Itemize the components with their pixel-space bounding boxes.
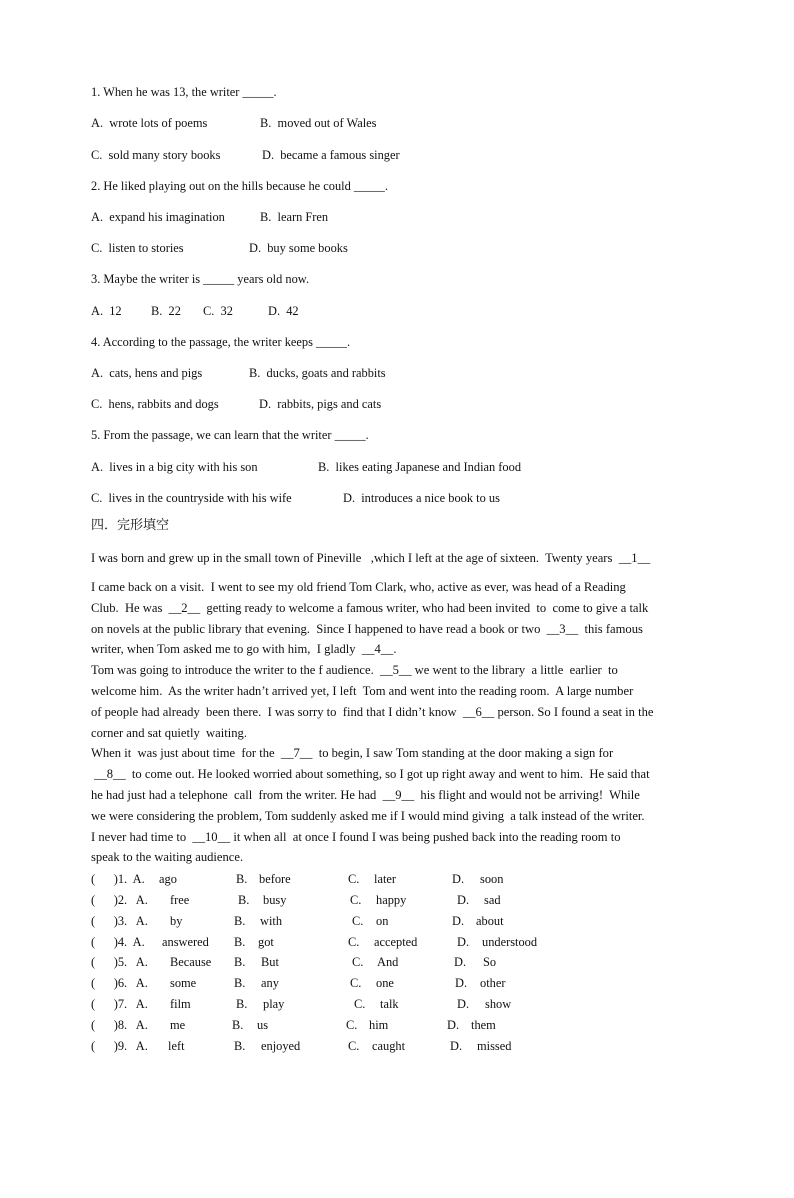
passage-line: I came back on a visit. I went to see my old friend Tom Clark, who, active as ever, was head of a Reading [91,580,626,594]
question-2-option-d: D. buy some books [249,241,348,255]
answer-row-number: ( )3. A. [91,914,148,928]
answer-row-number: ( )2. A. [91,893,148,907]
answer-option-d-letter: D. [457,997,470,1011]
question-5-option-a: A. lives in a big city with his son [91,460,258,474]
answer-option-d: soon [480,872,504,886]
question-4-stem: 4. According to the passage, the writer keeps _____. [91,335,351,349]
answer-option-c-letter: C. [350,893,362,907]
answer-option-a: by [170,914,183,928]
question-2-option-b: B. learn Fren [260,210,329,224]
question-5-stem: 5. From the passage, we can learn that the writer _____. [91,428,369,442]
answer-option-c: one [376,976,394,990]
answer-option-d: other [480,976,506,990]
answer-option-c-letter: C. [346,1018,358,1032]
answer-row-number: ( )1. A. [91,872,145,886]
answer-option-b: enjoyed [261,1039,301,1053]
answer-option-d-letter: D. [457,893,470,907]
answer-option-b: any [261,976,279,990]
answer-row [91,1017,496,1033]
passage-line: he had just had a telephone call from the writer. He had __9__ his flight and would not be arriving! While [91,787,640,802]
answer-option-a: some [170,976,197,990]
answer-option-d: show [485,997,512,1011]
question-2-stem: 2. He liked playing out on the hills because he could _____. [91,179,388,193]
answer-row-number: ( )4. A. [91,935,145,949]
passage-line: Tom was going to introduce the writer to the f audience. __5__ we went to the library a little earlier to [91,663,618,678]
answer-option-c-letter: C. [348,935,360,949]
answer-option-c-letter: C. [354,997,366,1011]
answer-row [91,954,497,970]
answer-option-a: answered [162,935,209,949]
answer-option-b-letter: B. [234,914,246,928]
answer-option-d: missed [477,1039,512,1053]
passage-line: I never had time to __10__ it when all at once I found I was being pushed back into the reading room to [91,829,621,844]
answer-row-number: ( )5. A. [91,955,148,969]
answer-option-d-letter: D. [450,1039,463,1053]
passage-line: corner and sat quietly waiting. [91,725,247,740]
passage-line: When it was just about time for the __7__ to begin, I saw Tom standing at the door making a sign for [91,746,614,761]
answer-option-d-letter: D. [454,955,467,969]
answer-option-c-letter: C. [348,1039,360,1053]
answer-option-d: about [476,914,504,928]
answer-option-c: happy [376,893,407,907]
answer-option-d: So [483,955,497,969]
passage-line: Club. He was __2__ getting ready to welcome a famous writer, who had been invited to come to give a talk [91,600,649,615]
question-1-stem: 1. When he was 13, the writer _____. [91,85,277,99]
question-4-option-a: A. cats, hens and pigs [91,366,203,380]
question-1-option-b: B. moved out of Wales [260,116,377,130]
answer-option-a: ago [159,872,177,886]
question-4-option-b: B. ducks, goats and rabbits [249,366,386,380]
passage-line-1: I was born and grew up in the small town of Pineville ,which I left at the age of sixteen. Twenty years __1__ [91,551,651,565]
question-3-option-a: A. 12 [91,304,122,318]
answer-option-c: later [374,872,397,886]
answer-option-d: understood [482,935,538,949]
answer-option-b-letter: B. [238,893,250,907]
question-5-option-b: B. likes eating Japanese and Indian food [318,460,522,474]
passage-line: writer, when Tom asked me to go with him, I gladly __4__. [91,642,397,657]
answer-option-a: film [170,997,191,1011]
question-5-option-d: D. introduces a nice book to us [343,491,500,505]
answer-option-b-letter: B. [236,872,248,886]
question-4-option-c: C. hens, rabbits and dogs [91,397,219,411]
answer-option-b-letter: B. [234,955,246,969]
answer-option-b: play [263,997,285,1011]
answer-option-a: free [170,893,190,907]
answer-option-d-letter: D. [455,976,468,990]
answer-option-b: with [260,914,283,928]
question-3-option-d: D. 42 [268,304,299,318]
question-1-option-c: C. sold many story books [91,148,221,162]
answer-option-d: them [471,1018,496,1032]
answer-option-a: me [170,1018,186,1032]
question-5-option-c: C. lives in the countryside with his wife [91,491,292,505]
answer-row-number: ( )6. A. [91,976,148,990]
answer-row-number: ( )8. A. [91,1018,148,1032]
answer-option-c-letter: C. [348,872,360,886]
answer-row-number: ( )9. A. [91,1039,148,1053]
section-title: 四．完形填空 [91,518,170,533]
question-3-option-c: C. 32 [203,304,233,318]
answer-row [91,871,504,887]
answer-option-b: before [259,872,291,886]
answer-option-c: caught [372,1039,406,1053]
answer-option-c: talk [380,997,399,1011]
passage-line: on novels at the public library that evening. Since I happened to have read a book or two __3__ this famous [91,621,643,636]
answer-option-b-letter: B. [234,976,246,990]
answer-option-b: got [258,935,274,949]
question-1-option-d: D. became a famous singer [262,148,400,162]
question-2-option-a: A. expand his imagination [91,210,225,224]
answer-row [91,996,512,1012]
question-3-stem: 3. Maybe the writer is _____ years old now. [91,272,310,286]
answer-option-a: Because [170,955,212,969]
answer-option-c-letter: C. [350,976,362,990]
question-3-option-b: B. 22 [151,304,181,318]
answer-option-b-letter: B. [232,1018,244,1032]
answer-option-d: sad [484,893,501,907]
passage-line: __8__ to come out. He looked worried about something, so I got up right away and went to him. He said that [91,767,650,782]
answer-option-b-letter: B. [236,997,248,1011]
answer-option-c: accepted [374,935,418,949]
answer-option-c: him [369,1018,389,1032]
passage-line: we were considering the problem, Tom suddenly asked me if I would mind giving a talk instead of the writer. [91,808,645,823]
passage-line: of people had already been there. I was sorry to find that I didn’t know __6__ person. So I found a seat in the [91,704,654,719]
answer-option-c-letter: C. [352,955,364,969]
passage-line: welcome him. As the writer hadn’t arrived yet, I left Tom and went into the reading room. A large number [91,683,634,698]
answer-option-b: us [257,1018,269,1032]
answer-option-d-letter: D. [452,872,465,886]
answer-row-number: ( )7. A. [91,997,148,1011]
answer-option-b: busy [263,893,287,907]
passage-body [91,577,716,868]
answer-option-a: left [168,1039,185,1053]
answer-option-c-letter: C. [352,914,364,928]
answer-row [91,975,506,991]
answer-row [91,892,501,908]
answer-option-b: But [261,955,279,969]
answer-row [91,1038,512,1054]
question-1-option-a: A. wrote lots of poems [91,116,208,130]
answer-option-b-letter: B. [234,935,246,949]
answer-row [91,913,504,929]
answer-option-d-letter: D. [447,1018,460,1032]
answer-option-d-letter: D. [452,914,465,928]
answer-option-d-letter: D. [457,935,470,949]
question-2-option-c: C. listen to stories [91,241,184,255]
answer-row [91,934,538,950]
answer-option-b-letter: B. [234,1039,246,1053]
answer-option-c: And [377,955,399,969]
passage-line: speak to the waiting audience. [91,850,244,865]
answer-option-c: on [376,914,389,928]
question-4-option-d: D. rabbits, pigs and cats [259,397,382,411]
